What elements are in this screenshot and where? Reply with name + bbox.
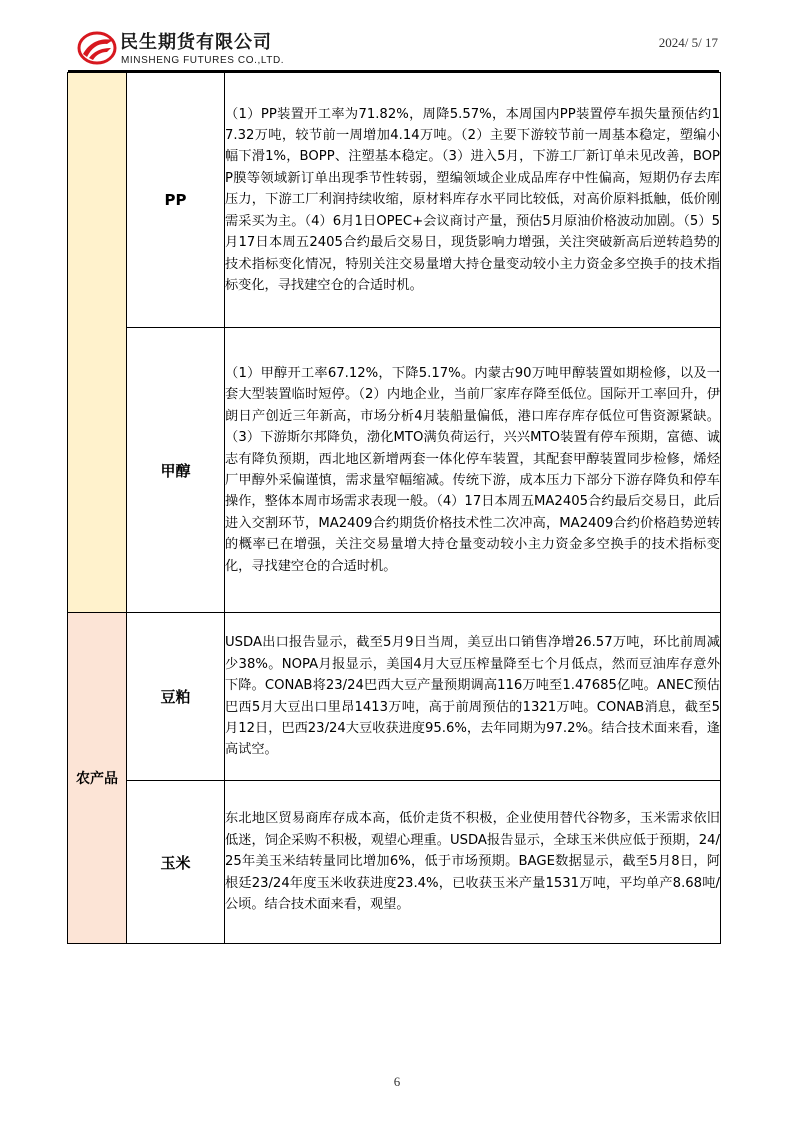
analysis-text-pp: （1）PP装置开工率为71.82%，周降5.57%，本周国内PP装置停车损失量预估约17.32万吨，较节前一周增加4.14万吨。（2）主要下游较节前一周基本稳定，塑编小幅下滑1%，BOPP、注塑基本稳定。（3）进入5月，下游工厂新订单未见改善，BOPP膜等领域新订单出现季节性转弱，塑编领域企业成品库存中性偏高，短期仍存去库压力，下游工厂利润持续收缩，原材料库存水平同比较低，对高价原料抵触，低价刚需采买为主。（4）6月1日OPEC+会议商讨产量，预估5月原油价格波动加剧。（5）5月17日本周五2405合约最后交易日，现货影响力增强，关注突破新高后逆转趋势的技术指标变化情况，特别关注交易量增大持仓量变动较小主力资金多空换手的技术指标变化，寻找建空仓的合适时机。 [225, 73, 721, 328]
product-name-methanol: 甲醇 [127, 328, 225, 613]
product-name-soymeal: 豆粕 [127, 613, 225, 781]
analysis-text-soymeal: USDA出口报告显示，截至5月9日当周，美豆出口销售净增26.57万吨，环比前周减少38%。NOPA月报显示，美国4月大豆压榨量降至七个月低点，然而豆油库存意外下降。CONAB将23/24巴西大豆产量预期调高116万吨至1.47685亿吨。ANEC预估巴西5月大豆出口里昂1413万吨，高于前周预估的1321万吨。CONAB消息，截至5月12日，巴西23/24大豆收获进度95.6%，去年同期为97.2%。结合技术面来看，逢高试空。 [225, 613, 721, 781]
table-row-soymeal [68, 613, 721, 781]
analysis-text-corn: 东北地区贸易商库存成本高，低价走货不积极，企业使用替代谷物多，玉米需求依旧低迷，饲企采购不积极，观望心理重。USDA报告显示，全球玉米供应低于预期，24/25年美玉米结转量同比增加6%，低于市场预期。BAGE数据显示，截至5月8日，阿根廷23/24年度玉米收获进度23.4%，已收获玉米产量1531万吨，平均单产8.68吨/公顷。结合技术面来看，观望。 [225, 781, 721, 944]
minsheng-logo-icon [77, 30, 117, 66]
table-row-pp [68, 73, 721, 328]
product-name-pp: PP [127, 73, 225, 328]
table-row-corn [68, 781, 721, 944]
commodity-analysis-table [67, 72, 721, 944]
category-cell-energy [68, 73, 127, 613]
report-date: 2024/ 5/ 17 [658, 35, 718, 50]
analysis-text-methanol: （1）甲醇开工率67.12%，下降5.17%。内蒙古90万吨甲醇装置如期检修，以及一套大型装置临时短停。（2）内地企业，当前厂家库存降至低位。国际开工率回升，伊朗日产创近三年新高，市场分析4月装船量偏低，港口库存库存低位可售资源紧缺。（3）下游斯尔邦降负，渤化MTO满负荷运行，兴兴MTO装置有停车预期，富德、诚志有降负预期，西北地区新增两套一体化停车装置，其配套甲醇装置同步检修，烯烃厂甲醇外采偏谨慎，需求量窄幅缩减。传统下游，成本压力下部分下游存降负和停车操作，整体本周市场需求表现一般。（4）17日本周五MA2405合约最后交易日，此后进入交割环节，MA2409合约期货价格技术性二次冲高，MA2409合约价格趋势逆转的概率已在增强，关注交易量增大持仓量变动较小主力资金多空换手的技术指标变化，寻找建空仓的合适时机。 [225, 328, 721, 613]
page-header [0, 0, 794, 72]
page-number: 6 [393, 1074, 401, 1089]
table-row-methanol [68, 328, 721, 613]
category-cell-agri: 农产品 [68, 613, 127, 944]
company-name-en: MINSHENG FUTURES CO.,LTD. [121, 55, 285, 66]
product-name-corn: 玉米 [127, 781, 225, 944]
company-name-cn: 民生期货有限公司 [120, 32, 272, 53]
